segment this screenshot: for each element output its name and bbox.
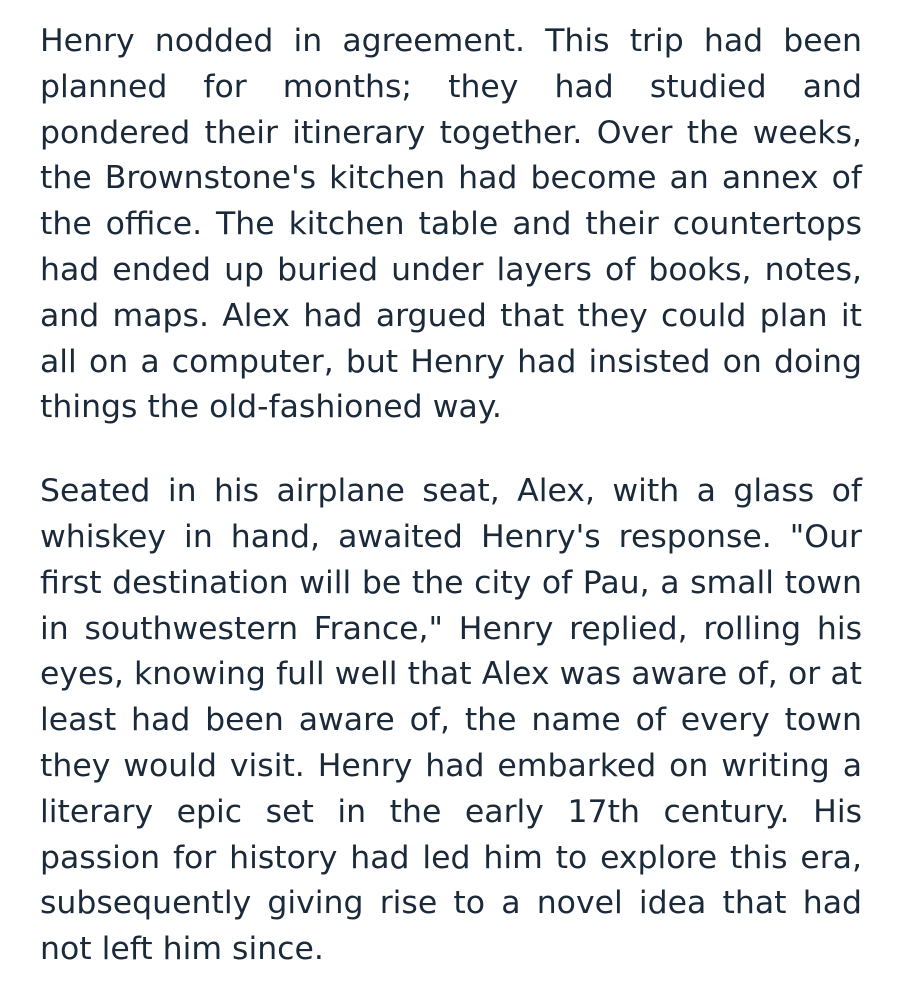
- paragraph-1: Henry nodded in agreement. This trip had been planned for months; they had studied and pondered their itinerary together. Over the weeks, the Brownstone's kitchen had become an annex of the office. The kitchen table and their countertops had ended up buried under layers of books, notes, and maps. Alex had argued that they could plan it all on a computer, but Henry had insisted on doing things the old-fashioned way.: [40, 23, 862, 426]
- paragraph-2: Seated in his airplane seat, Alex, with a glass of whiskey in hand, awaited Henry's response. "Our first destination will be the city of Pau, a small town in southwestern France," Henry replied, rolling his eyes, knowing full well that Alex was aware of, or at least had been aware of, the name of every town they would visit. Henry had embarked on writing a literary epic set in the early 17th century. His passion for history had led him to explore this era, subsequently giving rise to a novel idea that had not left him since.: [40, 473, 862, 968]
